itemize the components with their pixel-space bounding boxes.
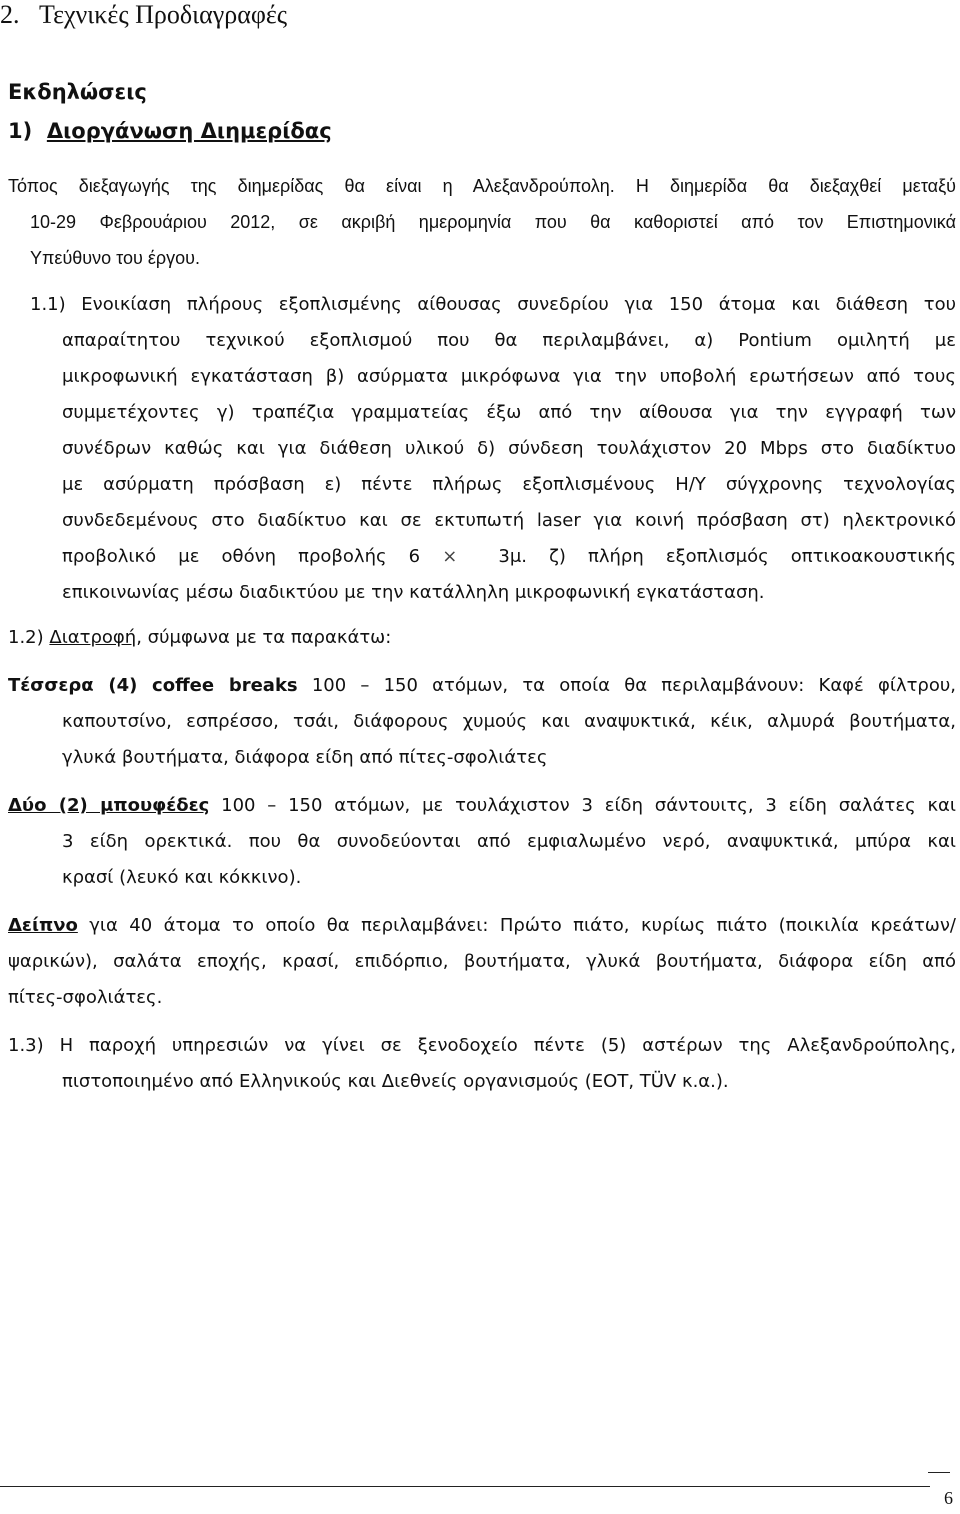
page-number: 6 xyxy=(944,1488,953,1508)
coffee-line-1-rest: 100 – 150 ατόμων, τα οποία θα περιλαμβάνουν: Καφέ φίλτρου, xyxy=(297,675,956,696)
item-1-1-line-9: επικοινωνίας μέσω διαδικτύου με την κατάλληλη μικροφωνική εγκατάσταση. xyxy=(62,582,765,603)
item-1-1-line-8-b: 3μ. ζ) πλήρη εξοπλισμός οπτικοακουστικής xyxy=(498,546,956,567)
coffee-bold: Τέσσερα (4) coffee breaks xyxy=(8,675,298,696)
item-1-3-line-1: 1.3) Η παροχή υπηρεσιών να γίνει σε ξενοδοχείο πέντε (5) αστέρων της Αλεξανδρούπολης, xyxy=(8,1035,956,1056)
dinner-bold: Δείπνο xyxy=(8,915,78,936)
coffee-line-3: γλυκά βουτήματα, διάφορα είδη από πίτες-σφολιάτες xyxy=(62,747,548,768)
item-1-2-rest: , σύμφωνα με τα παρακάτω: xyxy=(136,627,392,648)
buffet-line-2: 3 είδη ορεκτικά. που θα συνοδεύονται από εμφιαλωμένο νερό, αναψυκτικά, μπύρα και xyxy=(62,831,956,852)
item-1-3-line-2: πιστοποιημένο από Ελληνικούς και Διεθνείς οργανισμούς (ΕΟΤ, TÜV κ.α.). xyxy=(62,1071,729,1092)
heading-item-1-number: 1) xyxy=(8,119,33,143)
heading-item-1 xyxy=(8,119,332,143)
buffet-bold: Δύο (2) μπουφέδες xyxy=(8,795,210,816)
item-1-1-line-8 xyxy=(62,539,956,576)
dinner-line-3: πίτες-σφολιάτες. xyxy=(8,987,163,1008)
item-1-1-line-5: συνέδρων καθώς και για διάθεση υλικού δ) σύνδεση τουλάχιστον 20 Mbps στο διαδίκτυο xyxy=(62,438,956,459)
item-1-2 xyxy=(8,620,391,657)
section-title-text: Τεχνικές Προδιαγραφές xyxy=(39,0,288,29)
item-1-1-line-7: συνδεδεμένους στο διαδίκτυο και σε εκτυπωτή laser για κοινή πρόσβαση στ) ηλεκτρονικό xyxy=(62,510,956,531)
item-1-1-line-3: μικροφωνική εγκατάσταση β) ασύρματα μικρόφωνα για την υποβολή ερωτήσεων από τους xyxy=(62,366,956,387)
buffet-line-3: κρασί (λευκό και κόκκινο). xyxy=(62,867,302,888)
coffee-line-1 xyxy=(8,668,956,705)
dinner-line-2: ψαρικών), σαλάτα εποχής, κρασί, επιδόρπιο, βουτήματα, γλυκά βουτήματα, διάφορα είδη από xyxy=(8,951,956,972)
item-1-1-line-4: συμμετέχοντες γ) τραπέζια γραμματείας έξω από την αίθουσα για την εγγραφή των xyxy=(62,402,956,423)
item-1-2-number: 1.2) xyxy=(8,627,44,648)
intro-line-2: 10-29 Φεβρουάριου 2012, σε ακριβή ημερομηνία που θα καθοριστεί από τον Επιστημονικά xyxy=(30,212,956,232)
heading-item-1-title: Διοργάνωση Διημερίδας xyxy=(46,119,332,143)
section-title xyxy=(0,0,287,30)
coffee-line-2: καπουτσίνο, εσπρέσσο, τσάι, διάφορους χυμούς και αναψυκτικά, κέικ, αλμυρά βουτήματα, xyxy=(62,711,956,732)
footer-rule xyxy=(0,1486,930,1487)
item-1-1-line-6: με ασύρματη πρόσβαση ε) πέντε πλήρως εξοπλισμένους Η/Υ σύγχρονης τεχνολογίας xyxy=(62,474,956,495)
item-1-1-line-8-a: προβολικό με οθόνη προβολής 6 xyxy=(62,546,421,567)
dinner-line-1 xyxy=(8,908,956,945)
item-1-1-line-2: απαραίτητου τεχνικού εξοπλισμού που θα περιλαμβάνει, α) Pontium ομιλητή με xyxy=(62,330,956,351)
item-1-1-line-1: 1.1) Ενοικίαση πλήρους εξοπλισμένης αίθουσας συνεδρίου για 150 άτομα και διάθεση του xyxy=(30,294,956,315)
item-1-2-label: Διατροφή xyxy=(49,627,137,648)
heading-events: Εκδηλώσεις xyxy=(8,80,147,104)
section-number: 2. xyxy=(0,0,20,29)
buffet-line-1-rest: 100 – 150 ατόμων, με τουλάχιστον 3 είδη σάντουιτς, 3 είδη σαλάτες και xyxy=(209,795,956,816)
intro-line-3: Υπεύθυνο του έργου. xyxy=(30,248,200,268)
times-icon: × xyxy=(442,546,458,567)
intro-line-1: Τόπος διεξαγωγής της διημερίδας θα είναι η Αλεξανδρούπολη. Η διημερίδα θα διεξαχθεί μεταξύ xyxy=(8,176,956,196)
buffet-line-1 xyxy=(8,788,956,825)
dinner-line-1-rest: για 40 άτομα το οποίο θα περιλαμβάνει: Πρώτο πιάτο, κυρίως πιάτο (ποικιλία κρεάτων/ xyxy=(77,915,956,936)
footer-tick xyxy=(928,1472,950,1473)
